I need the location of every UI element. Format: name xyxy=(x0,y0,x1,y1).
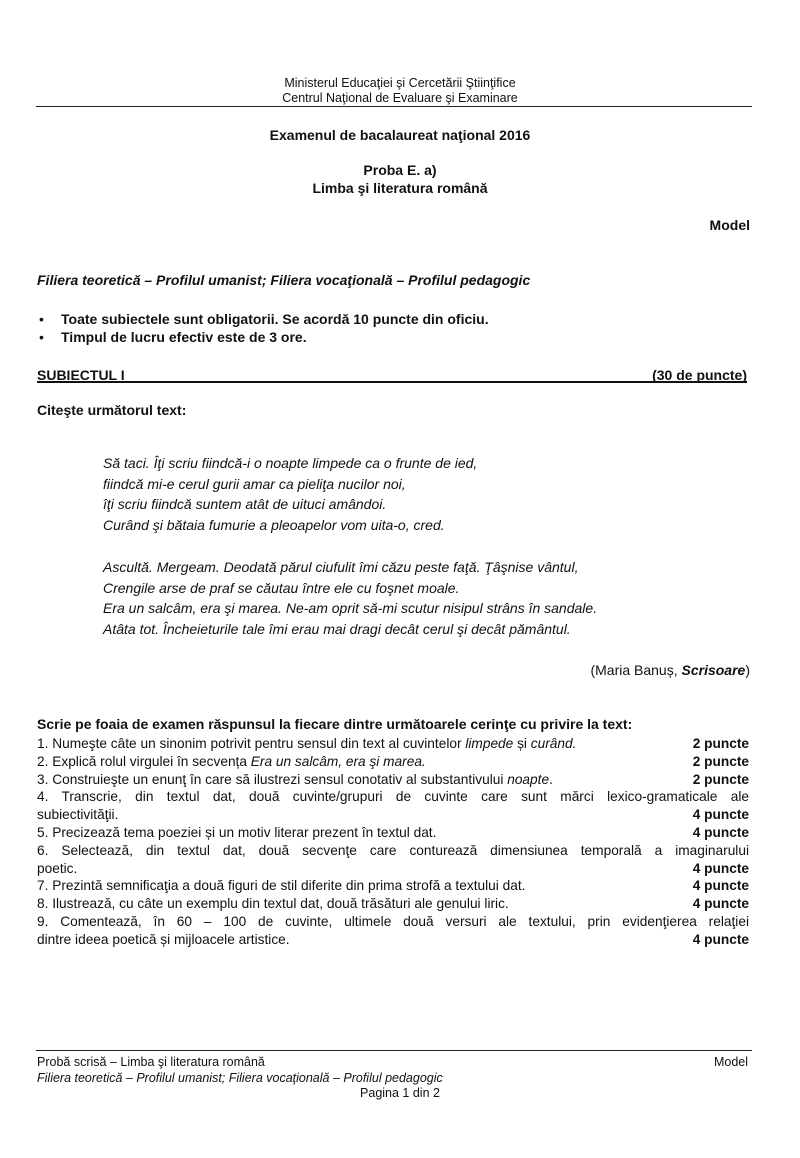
poem-source xyxy=(590,662,750,678)
requirement-emphasis: curând. xyxy=(530,736,577,751)
requirement-emphasis: noapte xyxy=(507,771,550,787)
section-divider xyxy=(37,381,747,383)
exam-subject: Limba şi literatura română xyxy=(312,180,488,196)
footer-exam-name: Probă scrisă – Limba şi literatura română xyxy=(37,1055,265,1069)
requirement-text: 1. Numeşte câte un sinonim potrivit pentru sensul din text al cuvintelor xyxy=(37,736,466,751)
footer-filiera: Filiera teoretică – Profilul umanist; Filiera vocaţională – Profilul pedagogic xyxy=(37,1070,443,1085)
requirement-points: 4 puncte xyxy=(692,931,749,947)
poem-verse: fiindcă mi-e cerul gurii amar ca pieliţa nucilor noi, xyxy=(103,475,406,492)
requirement-points: 4 puncte xyxy=(692,860,749,876)
requirement-item xyxy=(37,735,749,753)
section-name: SUBIECTUL I xyxy=(37,367,125,383)
poem-verse: Curând şi bătaia fumurie a pleoapelor vom uita-o, cred. xyxy=(103,517,445,534)
requirements-list xyxy=(37,735,749,949)
ministry-name: Ministerul Educaţiei şi Cercetării Ştiinţifice xyxy=(284,76,516,90)
requirement-item xyxy=(37,877,749,895)
poem-author: (Maria Banuș, xyxy=(590,662,682,678)
exam-rule-item: • Timpul de lucru efectiv este de 3 ore. xyxy=(37,328,489,346)
requirement-item xyxy=(37,753,749,771)
requirement-points: 2 puncte xyxy=(692,771,749,787)
page-footer xyxy=(37,1055,443,1086)
requirement-text: 7. Prezintă semnificaţia a două figuri de stil diferite din prima strofă a textului dat. xyxy=(37,878,526,894)
requirement-text: 3. Construieşte un enunţ în care să ilustrezi sensul conotativ al substantivului xyxy=(37,771,508,787)
page-number: Pagina 1 din 2 xyxy=(360,1086,440,1100)
requirement-item xyxy=(37,842,749,878)
requirement-item xyxy=(37,895,749,913)
poem-verse: Era un salcâm, era şi marea. Ne-am oprit să-mi scutur nisipul strâns în sandale. xyxy=(103,600,598,617)
requirement-text: 9. Comentează, în 60 – 100 de cuvinte, ultimele două versuri ale textului, prin evidenţierea relaţiei xyxy=(37,913,749,929)
requirement-item xyxy=(37,824,749,842)
section-points: (30 de puncte) xyxy=(652,367,747,383)
poem-verse: Crengile arse de praf se căutau între ele cu foşnet moale. xyxy=(103,579,460,596)
poem-stanza-1 xyxy=(103,453,477,536)
requirement-points: 4 puncte xyxy=(692,878,749,894)
requirement-text: dintre ideea poetică și mijloacele artistice. xyxy=(37,931,290,947)
requirement-text: subiectivităţii. xyxy=(37,807,119,823)
requirement-item xyxy=(37,771,749,789)
requirement-points: 4 puncte xyxy=(692,824,749,840)
footer-divider xyxy=(36,1050,752,1051)
poem-verse: Ascultă. Mergeam. Deodată părul ciufulit îmi căzu peste faţă. Ţâşnise vântul, xyxy=(103,559,579,575)
requirement-text: . xyxy=(549,771,553,787)
requirement-points: 2 puncte xyxy=(692,736,749,751)
requirement-emphasis: limpede xyxy=(465,736,514,751)
requirement-points: 2 puncte xyxy=(692,753,749,769)
exam-title: Examenul de bacalaureat naţional 2016 xyxy=(269,127,531,143)
requirement-item xyxy=(37,788,749,824)
footer-model-label: Model xyxy=(713,1055,748,1069)
exam-proba: Proba E. a) xyxy=(363,162,437,178)
requirement-item xyxy=(37,913,749,949)
page-header xyxy=(0,76,800,106)
requirement-text: poetic. xyxy=(37,860,78,876)
requirement-text: 6. Selectează, din textul dat, două secvenţe care conturează dimensiunea temporală a imaginarului xyxy=(37,842,749,858)
filiera-profile: Filiera teoretică – Profilul umanist; Filiera vocaţională – Profilul pedagogic xyxy=(37,272,531,288)
poem-source-close: ) xyxy=(745,662,750,678)
requirement-emphasis: Era un salcâm, era şi marea. xyxy=(250,753,426,769)
exam-rules-list xyxy=(37,310,489,346)
poem-verse: Atâta tot. Încheieturile tale îmi erau mai dragi decât cerul şi decât pământul. xyxy=(103,621,571,638)
requirement-text: și xyxy=(513,736,531,751)
evaluation-center-name: Centrul Naţional de Evaluare şi Examinare xyxy=(282,91,518,105)
header-divider xyxy=(36,106,752,107)
poem-stanza-2 xyxy=(103,557,597,640)
requirement-text: 5. Precizează tema poeziei și un motiv literar prezent în textul dat. xyxy=(37,824,437,840)
model-label: Model xyxy=(709,217,750,233)
exam-rule-item: • Toate subiectele sunt obligatorii. Se acordă 10 puncte din oficiu. xyxy=(37,310,489,328)
requirement-text: 8. Ilustrează, cu câte un exemplu din textul dat, două trăsături ale genului liric. xyxy=(37,896,509,912)
poem-verse: Să taci. Îţi scriu fiindcă-i o noapte limpede ca o frunte de ied, xyxy=(103,455,478,471)
requirements-title: Scrie pe foaia de examen răspunsul la fiecare dintre următoarele cerinţe cu privire la text: xyxy=(37,716,633,732)
read-instruction: Citeşte următorul text: xyxy=(37,402,187,418)
poem-work-title: Scrisoare xyxy=(681,662,746,678)
requirement-text: 4. Transcrie, din textul dat, două cuvinte/grupuri de cuvinte care sunt mărci lexico-gramaticale ale xyxy=(37,789,749,805)
requirement-text: 2. Explică rolul virgulei în secvența xyxy=(37,753,251,769)
requirement-points: 4 puncte xyxy=(692,807,749,823)
poem-verse: îţi scriu fiindcă suntem atât de uituci amândoi. xyxy=(103,496,387,513)
requirement-points: 4 puncte xyxy=(692,896,749,912)
